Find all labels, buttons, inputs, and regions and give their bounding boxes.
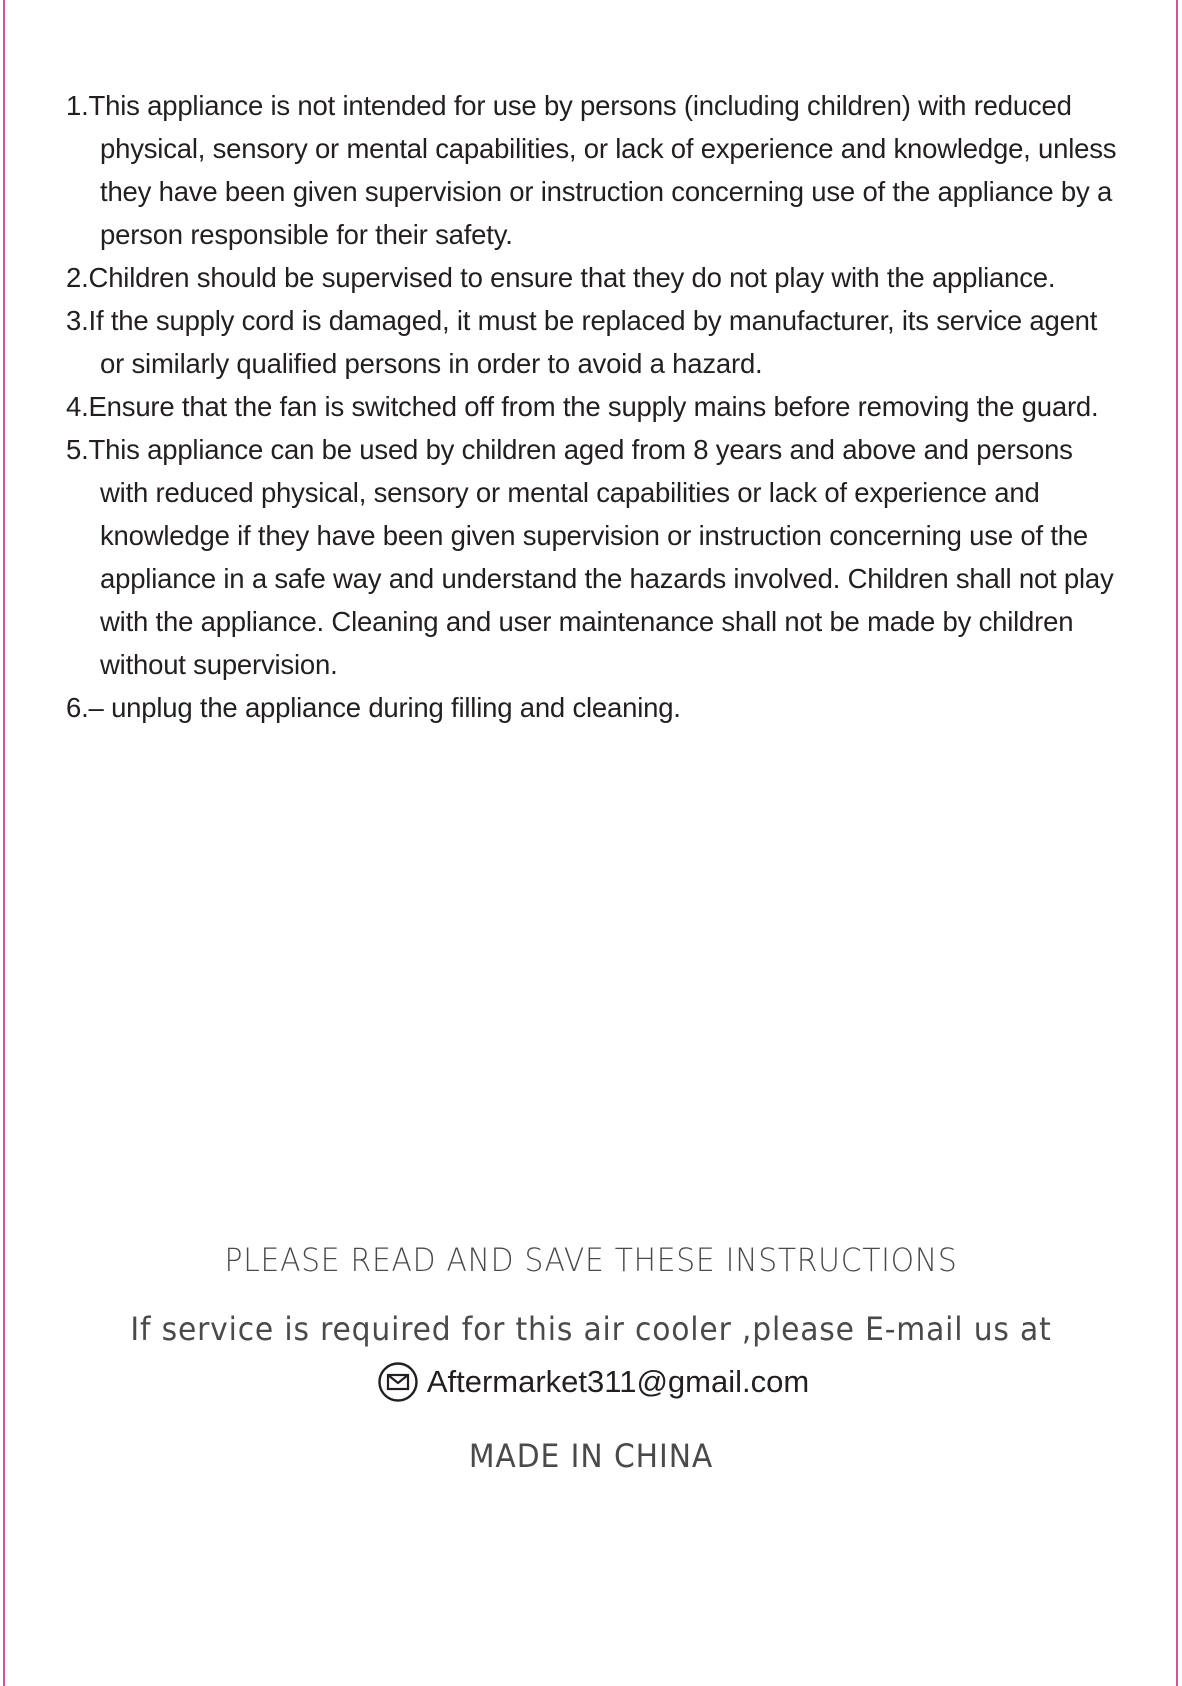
instruction-item-4: 4.Ensure that the fan is switched off from the supply mains before removing the guard. [66,391,1099,422]
safety-instructions-list [66,84,1126,729]
made-in-label: MADE IN CHINA [468,1437,714,1475]
email-link[interactable]: Aftermarket311@gmail.com [426,1364,810,1399]
page-border-right [1176,0,1178,1686]
instruction-item-5: 5.This appliance can be used by children aged from 8 years and above and persons with reduced physical, sensory or mental capabilities or lack of experience and knowledge if they have been given supervision or instruction concerning use of the appliance in a safe way and understand the hazards involved. Children shall not play with the appliance. Cleaning and user maintenance shall not be made by children without supervision. [66,434,1114,680]
instruction-item-1: 1.This appliance is not intended for use by persons (including children) with reduced physical, sensory or mental capabilities, or lack of experience and knowledge, unless they have been given supervision or instruction concerning use of the appliance by a person responsible for their safety. [66,90,1117,250]
email-row [0,1361,1182,1403]
envelope-icon [377,1361,419,1403]
instruction-item-3: 3.If the supply cord is damaged, it must be replaced by manufacturer, its service agent or similarly qualified persons in order to avoid a hazard. [66,305,1098,379]
page-border-left [3,0,5,1686]
instruction-item-6: 6.– unplug the appliance during filling and cleaning. [66,692,681,723]
service-note: If service is required for this air cooler ,please E-mail us at [130,1310,1052,1348]
read-save-notice: PLEASE READ AND SAVE THESE INSTRUCTIONS [224,1241,958,1279]
instruction-item-2: 2.Children should be supervised to ensure that they do not play with the appliance. [66,262,1056,293]
